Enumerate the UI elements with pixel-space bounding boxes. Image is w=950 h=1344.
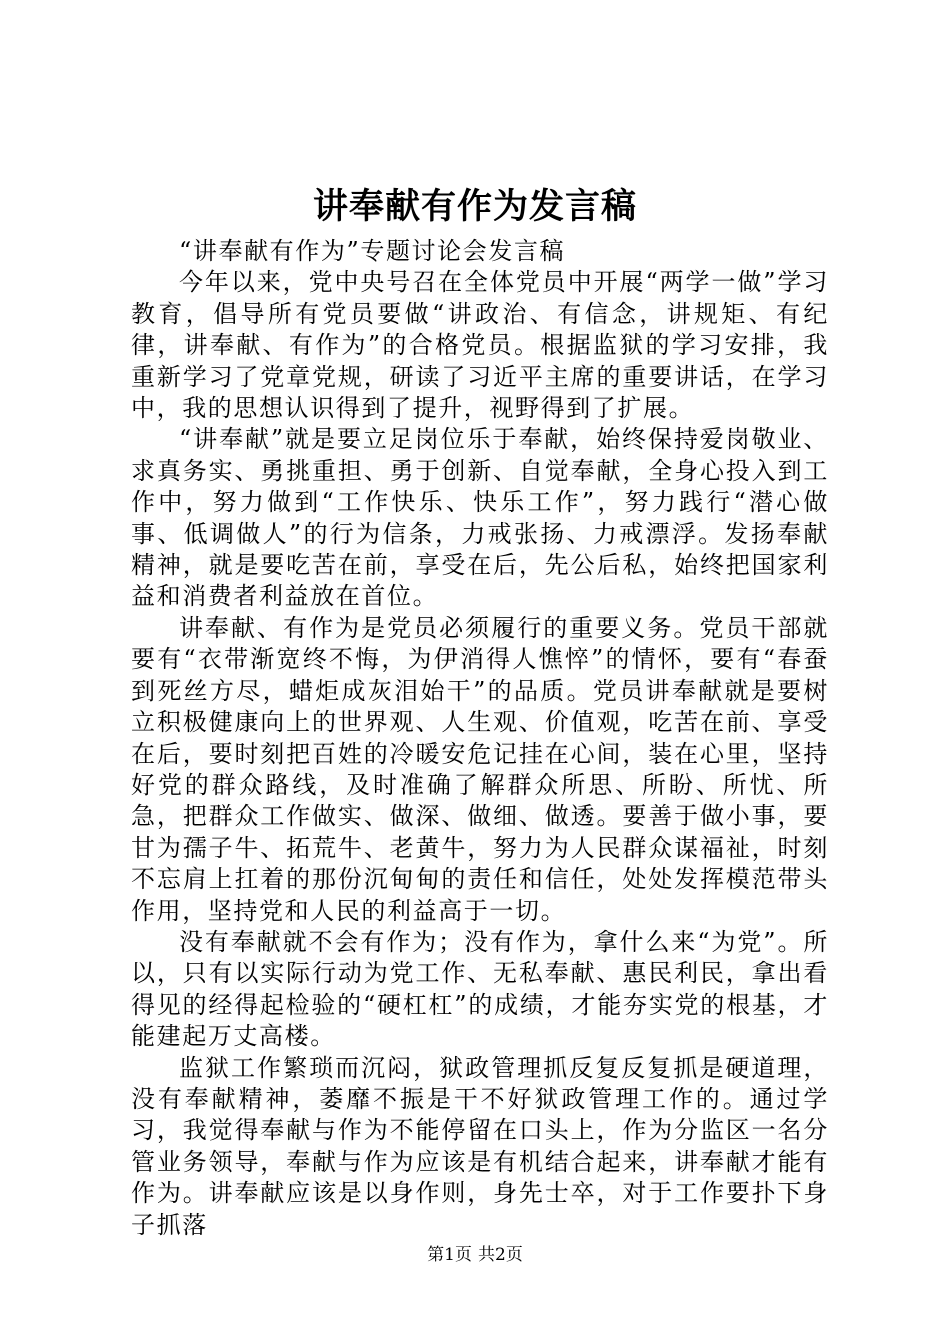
- document-body: [131, 236, 829, 1241]
- body-paragraph: 今年以来，党中央号召在全体党员中开展“两学一做”学习教育，倡导所有党员要做“讲政治、有信念，讲规矩、有纪律，讲奉献、有作为”的合格党员。根据监狱的学习安排，我重新学习了党章党规，研读了习近平主席的重要讲话，在学习中，我的思想认识得到了提升，视野得到了扩展。: [131, 268, 829, 423]
- page-number: 第1页: [427, 1245, 472, 1265]
- body-paragraph: 监狱工作繁琐而沉闷，狱政管理抓反复反复抓是硬道理，没有奉献精神，萎靡不振是干不好狱政管理工作的。通过学习，我觉得奉献与作为不能停留在口头上，作为分监区一名分管业务领导，奉献与作为应该是有机结合起来，讲奉献才能有作为。讲奉献应该是以身作则，身先士卒，对于工作要扑下身子抓落: [131, 1053, 829, 1239]
- page-footer: [0, 1244, 950, 1266]
- subtitle-paragraph: “讲奉献有作为”专题讨论会发言稿: [179, 237, 566, 265]
- body-paragraph: “讲奉献”就是要立足岗位乐于奉献，始终保持爱岗敬业、求真务实、勇挑重担、勇于创新、自觉奉献，全身心投入到工作中，努力做到“工作快乐、快乐工作”，努力践行“潜心做事、低调做人”的行为信条，力戒张扬、力戒漂浮。发扬奉献精神，就是要吃苦在前，享受在后，先公后私，始终把国家利益和消费者利益放在首位。: [131, 425, 829, 611]
- body-paragraph: 讲奉献、有作为是党员必须履行的重要义务。党员干部就要有“衣带渐宽终不悔，为伊消得人憔悴”的情怀，要有“春蚕到死丝方尽，蜡炬成灰泪始干”的品质。党员讲奉献就是要树立积极健康向上的世界观、人生观、价值观，吃苦在前、享受在后，要时刻把百姓的冷暖安危记挂在心间，装在心里，坚持好党的群众路线，及时准确了解群众所思、所盼、所忧、所急，把群众工作做实、做深、做细、做透。要善于做小事，要甘为孺子牛、拓荒牛、老黄牛，努力为人民群众谋福祉，时刻不忘肩上扛着的那份沉甸甸的责任和信任，处处发挥模范带头作用，坚持党和人民的利益高于一切。: [131, 613, 829, 925]
- body-paragraph: 没有奉献就不会有作为；没有作为，拿什么来“为党”。所以，只有以实际行动为党工作、无私奉献、惠民利民，拿出看得见的经得起检验的“硬杠杠”的成绩，才能夯实党的根基，才能建起万丈高楼。: [131, 927, 829, 1051]
- page-total: 共2页: [478, 1245, 523, 1265]
- document-title: 讲奉献有作为发言稿: [312, 186, 637, 227]
